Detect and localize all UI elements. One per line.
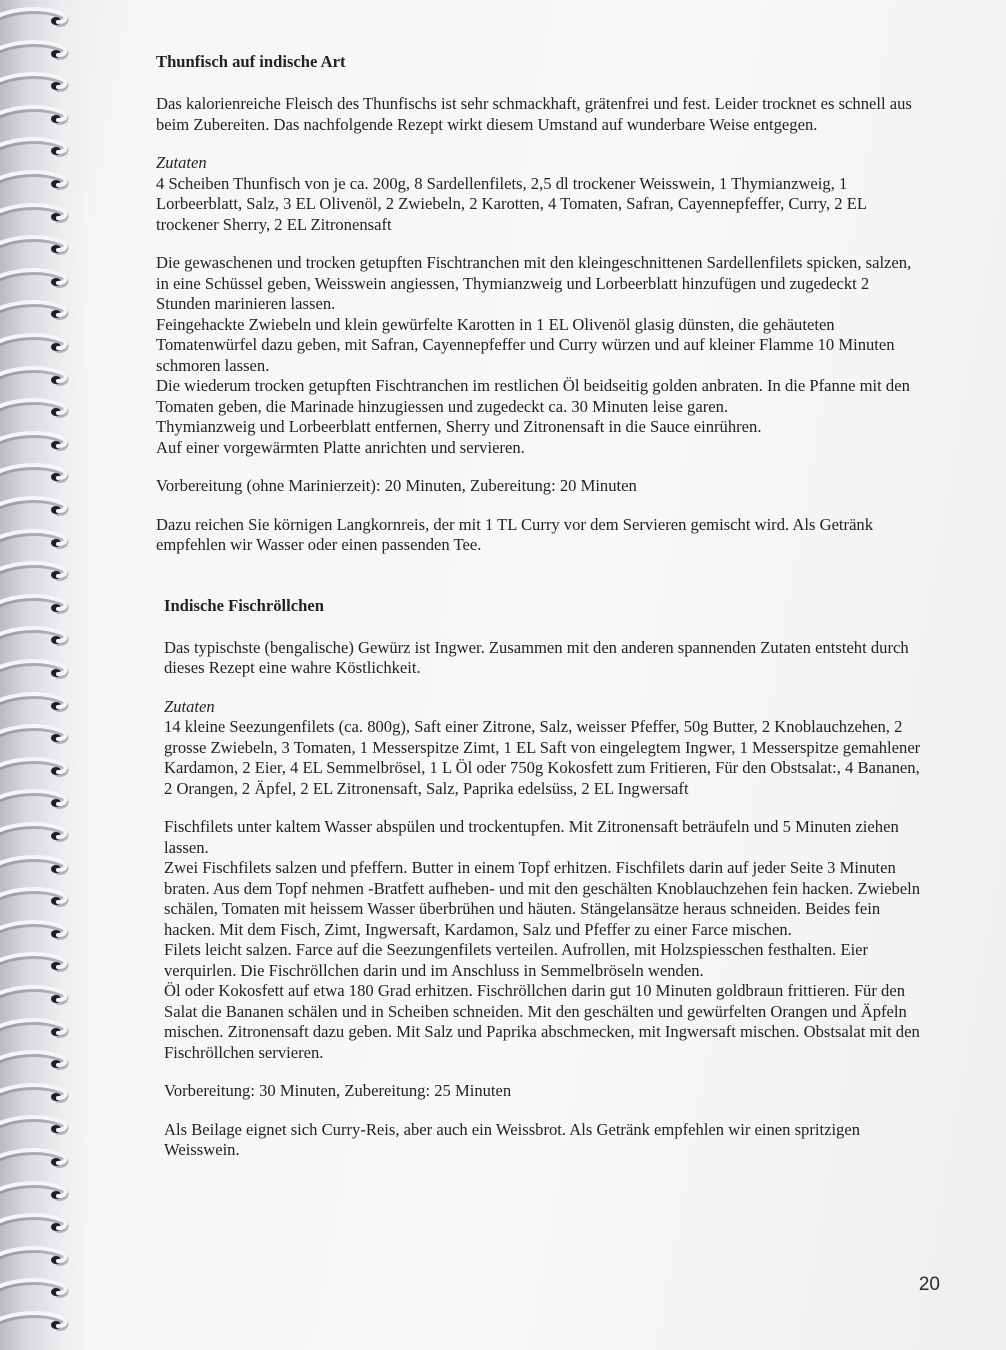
binding-ring — [0, 1212, 76, 1234]
binding-ring — [0, 1310, 76, 1332]
binding-ring — [0, 788, 76, 810]
binding-ring — [0, 234, 76, 256]
recipe1-step-1: Die gewaschenen und trocken getupften Fischtranchen mit den kleingeschnittenen Sardellenfilets spicken, salzen, in eine Schüssel geben, Weisswein angiessen, Thymianzweig und Lorbeerblatt hinzufügen und zugedeckt 2 Stunden marinieren lassen. — [156, 253, 912, 313]
binding-ring — [0, 1245, 76, 1267]
recipe2-step-3: Filets leicht salzen. Farce auf die Seezungenfilets verteilen. Aufrollen, mit Holzspiesschen festhalten. Eier verquirlen. Die Fischröllchen darin und im Anschluss in Semmelbröseln wenden. — [164, 940, 869, 980]
binding-ring — [0, 528, 76, 550]
binding-ring — [0, 430, 76, 452]
recipe2-section — [164, 596, 926, 1161]
binding-ring — [0, 462, 76, 484]
binding-ring — [0, 299, 76, 321]
recipe2-ingredients-label: Zutaten — [164, 696, 215, 716]
recipe1-step-3: Die wiederum trocken getupften Fischtranchen im restlichen Öl beidseitig golden anbraten. In die Pfanne mit den Tomaten geben, die Marinade hinzugiessen und zugedeckt ca. 30 Minuten leise garen. — [156, 376, 910, 416]
binding-ring — [0, 1049, 76, 1071]
binding-ring — [0, 136, 76, 158]
binding-ring — [0, 854, 76, 876]
recipe1-timing: Vorbereitung (ohne Marinierzeit): 20 Minuten, Zubereitung: 20 Minuten — [156, 476, 637, 495]
binding-ring — [0, 39, 76, 61]
binding-ring — [0, 951, 76, 973]
binding-ring — [0, 1147, 76, 1169]
binding-ring — [0, 821, 76, 843]
recipe1-ingredients: 4 Scheiben Thunfisch von je ca. 200g, 8 Sardellenfilets, 2,5 dl trockener Weisswein, 1 Thymianzweig, 1 Lorbeerblatt, Salz, 3 EL Olivenöl, 2 Zwiebeln, 2 Karotten, 4 Tomaten, Safran, Cayennepfeffer, Curry, 2 EL trockener Sherry, 2 EL Zitronensaft — [156, 173, 867, 234]
recipe2-serving: Als Beilage eignet sich Curry-Reis, aber auch ein Weissbrot. Als Getränk empfehlen wir einen spritzigen Weisswein. — [164, 1119, 861, 1159]
recipe2-ingredients: 14 kleine Seezungenfilets (ca. 800g), Saft einer Zitrone, Salz, weisser Pfeffer, 50g Butter, 2 Knoblauchzehen, 2 grosse Zwiebeln, 3 Tomaten, 1 Messerspitze Zimt, 1 EL Saft von eingelegtem Ingwer, 1 Messerspitze gemahlener Kardamon, 2 Eier, 4 EL Semmelbrösel, 1 L Öl oder 750g Kokosfett zum Fritieren, Für den Obstsalat:, 4 Bananen, 2 Orangen, 2 Äpfel, 2 EL Zitronensaft, Salz, Paprika edelsüss, 2 EL Ingwersaft — [164, 717, 921, 798]
recipe1-step-4: Thymianzweig und Lorbeerblatt entfernen, Sherry und Zitronensaft in die Sauce einrühren. — [156, 417, 762, 436]
binding-ring — [0, 756, 76, 778]
binding-ring — [0, 625, 76, 647]
binding-ring — [0, 267, 76, 289]
recipe1-serving: Dazu reichen Sie körnigen Langkornreis, der mit 1 TL Curry vor dem Servieren gemischt wird. Als Getränk empfehlen wir Wasser oder einen passenden Tee. — [156, 514, 874, 554]
recipe1-step-2: Feingehackte Zwiebeln und klein gewürfelte Karotten in 1 EL Olivenöl glasig dünsten, die gehäuteten Tomatenwürfel dazu geben, mit Safran, Cayennepfeffer und Curry würzen und auf kleiner Flamme 10 Minuten schmoren lassen. — [156, 314, 895, 375]
binding-ring — [0, 332, 76, 354]
binding-ring — [0, 560, 76, 582]
binding-ring — [0, 691, 76, 713]
binding-ring — [0, 1180, 76, 1202]
binding-ring — [0, 6, 76, 28]
binding-ring — [0, 886, 76, 908]
recipe1-ingredients-label: Zutaten — [156, 153, 207, 172]
binding-ring — [0, 1082, 76, 1104]
recipe1-step-5: Auf einer vorgewärmten Platte anrichten und servieren. — [156, 437, 525, 457]
binding-ring — [0, 723, 76, 745]
binding-ring — [0, 397, 76, 419]
binding-ring — [0, 365, 76, 387]
binding-ring — [0, 495, 76, 517]
recipe2-title: Indische Fischröllchen — [164, 595, 324, 615]
binding-ring — [0, 104, 76, 126]
page-number: 20 — [918, 1274, 940, 1295]
recipe2-step-2: Zwei Fischfilets salzen und pfeffern. Butter in einem Topf erhitzen. Fischfilets darin auf jeder Seite 3 Minuten braten. Aus dem Topf nehmen -Bratfett aufheben- und mit den geschälten Knoblauchzehen fein hacken. Zwiebeln schälen, Tomaten mit heissem Wasser überbrühen und häuten. Stängelansätze heraus schneiden. Beides fein hacken. Mit dem Fisch, Zimt, Ingwersaft, Kardamon, Salz und Pfeffer zu einer Farce mischen. — [164, 858, 921, 939]
binding-ring — [0, 169, 76, 191]
recipe1-intro: Das kalorienreiche Fleisch des Thunfischs ist sehr schmackhaft, grätenfrei und fest. Leider trocknet es schnell aus beim Zubereiten. Das nachfolgende Rezept wirkt diesem Umstand auf wunderbare Weise entgegen. — [156, 94, 912, 134]
spiral-binding — [0, 0, 90, 1350]
binding-ring — [0, 202, 76, 224]
recipe2-intro: Das typischste (bengalische) Gewürz ist Ingwer. Zusammen mit den anderen spannenden Zutaten entsteht durch dieses Rezept eine wahre Köstlichkeit. — [164, 637, 909, 677]
recipe2-step-4: Öl oder Kokosfett auf etwa 180 Grad erhitzen. Fischröllchen darin gut 10 Minuten goldbraun frittieren. Für den Salat die Bananen schälen und in Scheiben schneiden. Mit den geschälten und gewürfelten Orangen und Äpfeln mischen. Zitronensaft dazu geben. Mit Salz und Paprika abschmecken, mit Ingwersaft mischen. Obstsalat mit den Fischröllchen servieren. — [164, 981, 920, 1062]
binding-ring — [0, 658, 76, 680]
binding-ring — [0, 919, 76, 941]
binding-ring — [0, 984, 76, 1006]
recipe2-step-1: Fischfilets unter kaltem Wasser abspülen und trockentupfen. Mit Zitronensaft beträufeln und 5 Minuten ziehen lassen. — [164, 817, 899, 857]
binding-ring — [0, 593, 76, 615]
recipe1-title: Thunfisch auf indische Art — [156, 52, 346, 71]
binding-ring — [0, 1017, 76, 1039]
binding-ring — [0, 1114, 76, 1136]
recipe2-timing: Vorbereitung: 30 Minuten, Zubereitung: 25 Minuten — [164, 1081, 512, 1100]
binding-ring — [0, 1277, 76, 1299]
page-content — [156, 52, 926, 1161]
binding-ring — [0, 71, 76, 93]
